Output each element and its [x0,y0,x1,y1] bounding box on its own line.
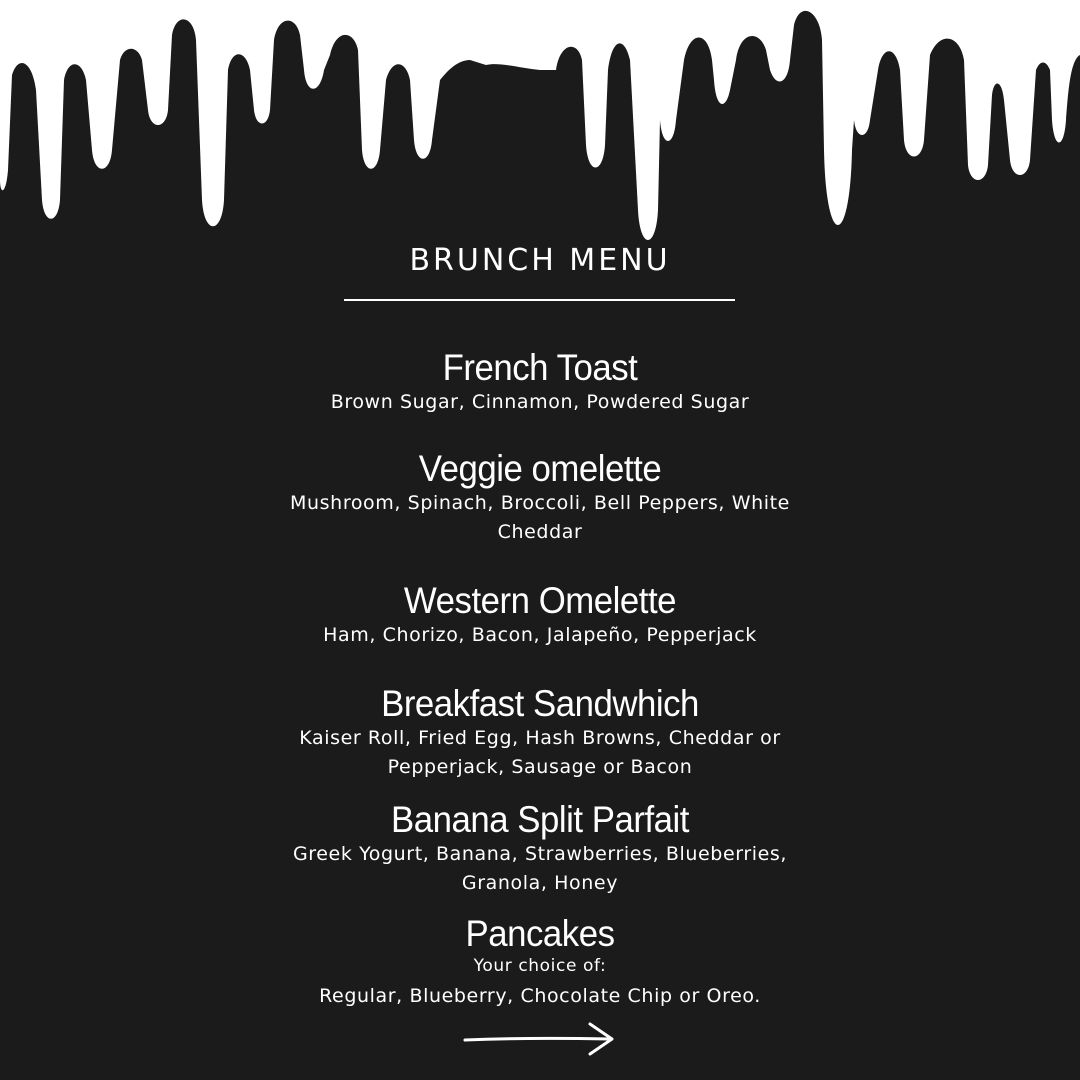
item-name: Banana Split Parfait [390,799,690,840]
item-description: Regular, Blueberry, Chocolate Chip or Oreo. [319,985,761,1007]
item-description: Kaiser Roll, Fried Egg, Hash Browns, Cheddar or Pepperjack, Sausage or Bacon [299,727,781,778]
item-description: Greek Yogurt, Banana, Strawberries, Blueberries, Granola, Honey [292,843,788,894]
arrow-right-icon [462,1020,618,1060]
item-name: Breakfast Sandwhich [381,683,699,724]
item-description: Mushroom, Spinach, Broccoli, Bell Peppers, White Cheddar [290,492,790,543]
item-name: Western Omelette [403,580,677,621]
item-description: Ham, Chorizo, Bacon, Jalapeño, Pepperjack [323,624,757,646]
item-note: Your choice of: [473,956,607,976]
menu-item-breakfast-sandwich [0,684,1080,782]
item-description: Brown Sugar, Cinnamon, Powdered Sugar [330,391,750,413]
dripping-paint-decoration [0,0,1080,260]
menu-item-french-toast [0,348,1080,417]
menu-item-banana-split-parfait [0,800,1080,898]
title-divider [344,299,735,301]
item-name: French Toast [442,347,638,388]
item-name: Veggie omelette [418,448,662,489]
item-name: Pancakes [465,913,615,954]
menu-item-pancakes [0,914,1080,1011]
menu-title: BRUNCH MENU [409,243,671,278]
menu-item-western-omelette [0,581,1080,650]
menu-item-veggie-omelette [0,449,1080,547]
